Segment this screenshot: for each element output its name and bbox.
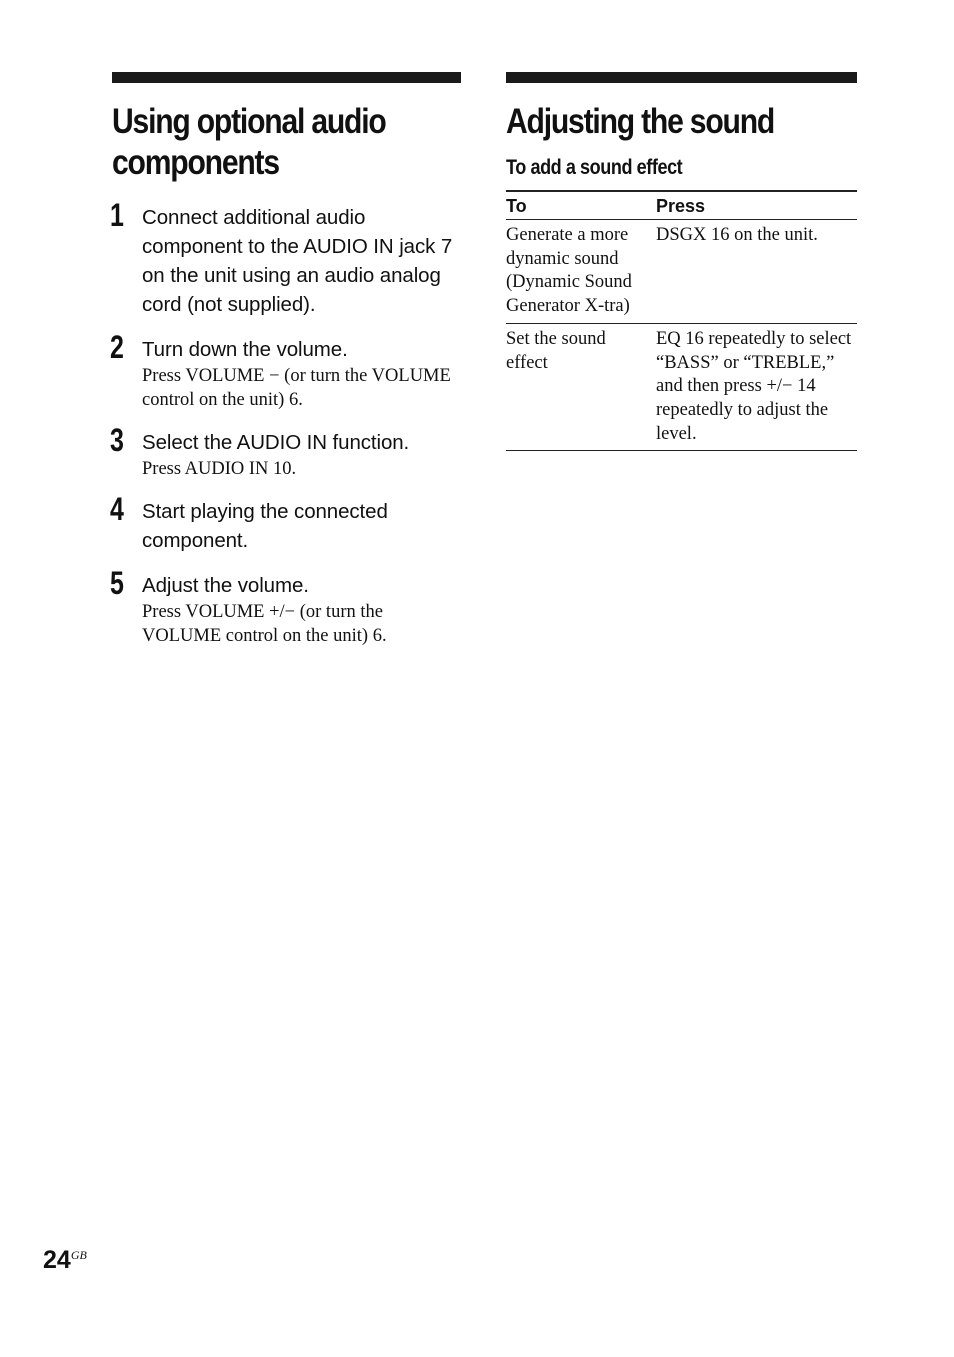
column-header-press: Press	[656, 191, 857, 220]
column-header-to: To	[506, 191, 656, 220]
step-title: Start playing the connected component.	[142, 500, 388, 552]
step	[110, 197, 461, 319]
left-column	[112, 72, 461, 664]
step-title: Select the AUDIO IN function.	[142, 431, 410, 454]
page-number-value: 24	[43, 1246, 71, 1274]
section-title: Using optional audio components	[112, 102, 386, 182]
step	[110, 422, 461, 481]
step-title: Connect additional audio component to the AUDIO IN jack 7 on the unit using an audio analog cord (not supplied).	[142, 206, 453, 316]
step	[110, 329, 461, 412]
step-number: 5	[110, 565, 124, 601]
step-list	[110, 197, 461, 648]
step-title: Turn down the volume.	[142, 338, 348, 361]
step	[110, 565, 461, 648]
step	[110, 491, 461, 555]
table-row	[506, 323, 857, 451]
step-number: 3	[110, 422, 124, 458]
section-rule	[506, 72, 857, 83]
step-number: 2	[110, 329, 124, 365]
right-column	[506, 72, 857, 451]
table-cell: DSGX 16 on the unit.	[656, 220, 857, 324]
step-title: Adjust the volume.	[142, 574, 309, 597]
step-description: Press VOLUME − (or turn the VOLUME control on the unit) 6.	[142, 366, 451, 410]
step-number: 1	[110, 197, 124, 233]
sound-effect-table	[506, 190, 857, 451]
step-number: 4	[110, 491, 124, 527]
subsection-title: To add a sound effect	[506, 156, 683, 179]
table-cell: Set the sound effect	[506, 323, 656, 451]
section-rule	[112, 72, 461, 83]
table-header-row	[506, 191, 857, 220]
page-number	[43, 1246, 87, 1275]
table-cell: EQ 16 repeatedly to select “BASS” or “TREBLE,” and then press +/− 14 repeatedly to adjust the level.	[656, 323, 857, 451]
table-row	[506, 220, 857, 324]
step-description: Press AUDIO IN 10.	[142, 459, 297, 479]
table-cell: Generate a more dynamic sound (Dynamic Sound Generator X-tra)	[506, 220, 656, 324]
step-description: Press VOLUME +/− (or turn the VOLUME control on the unit) 6.	[142, 602, 387, 646]
page-number-suffix: GB	[70, 1248, 87, 1262]
section-title: Adjusting the sound	[506, 102, 775, 141]
